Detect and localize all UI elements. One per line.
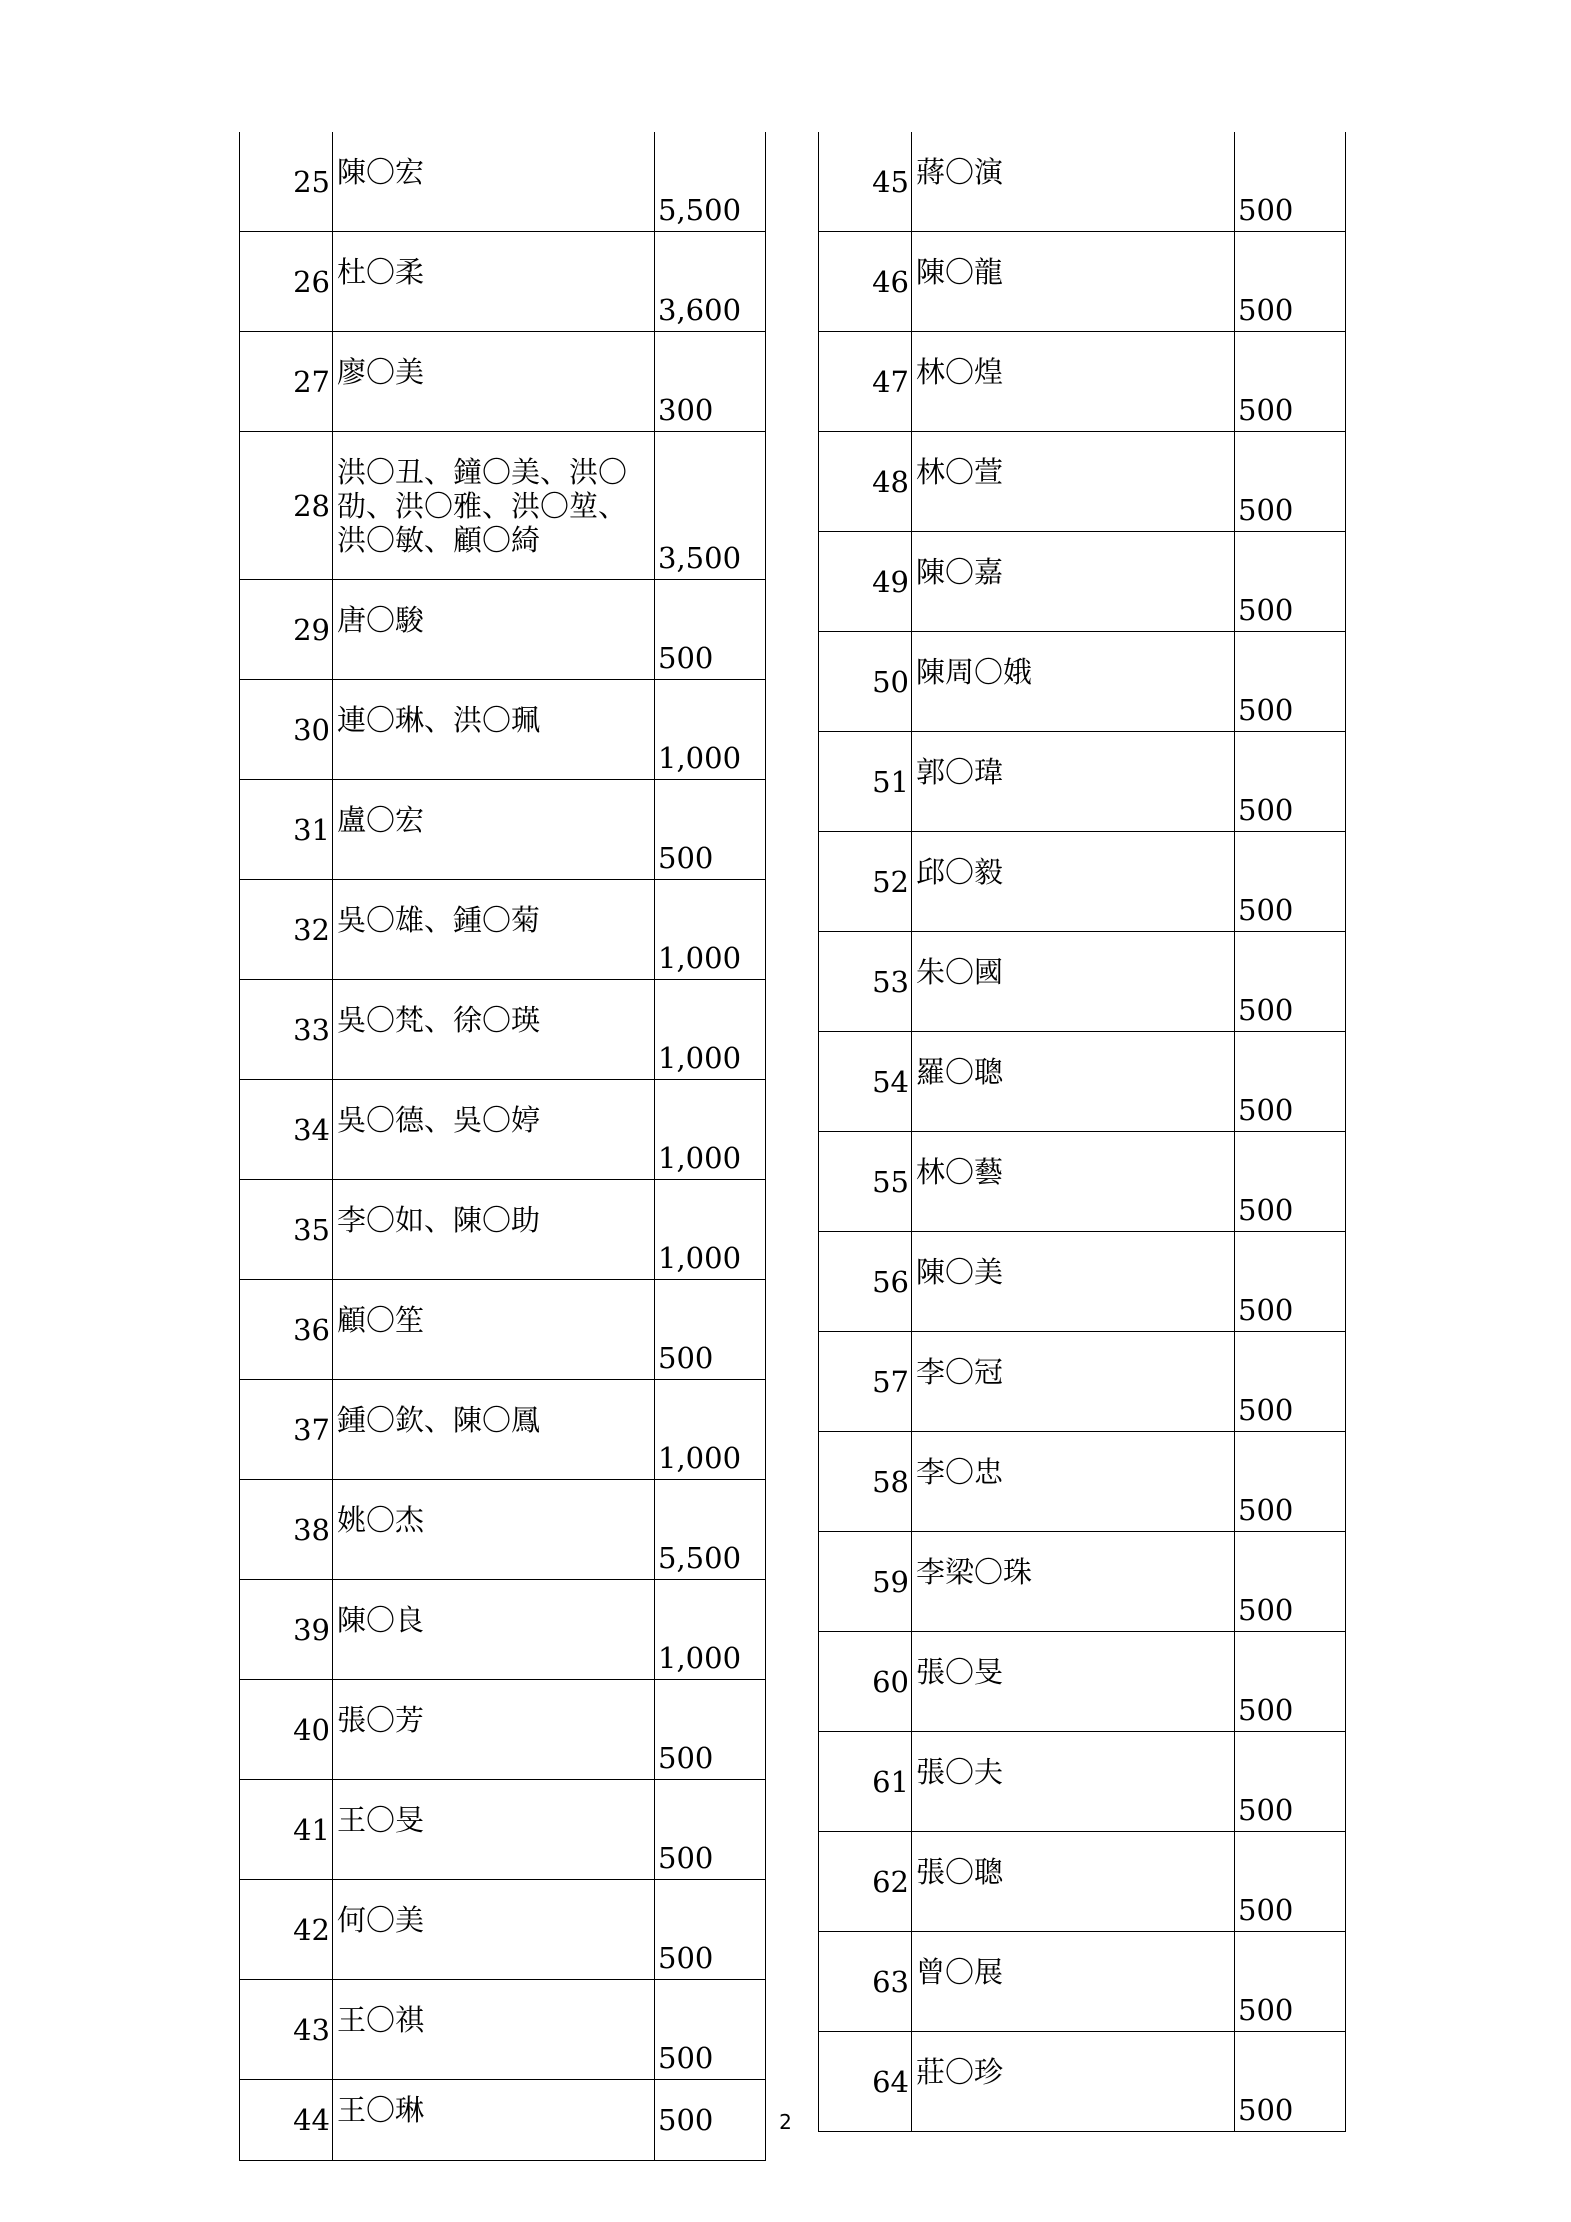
row-number: 54 [819, 1032, 912, 1132]
donor-name [333, 1180, 655, 1280]
donation-amount: 500 [1235, 932, 1346, 1032]
table-row [240, 1880, 766, 1980]
donor-name [333, 1680, 655, 1780]
donation-amount: 500 [655, 780, 766, 880]
row-number: 46 [819, 232, 912, 332]
donor-name-text: 陳〇美 [916, 1254, 1004, 1289]
donation-amount: 1,000 [655, 680, 766, 780]
donor-name [912, 332, 1235, 432]
donation-amount: 3,600 [655, 232, 766, 332]
donor-name [333, 1480, 655, 1580]
donor-name [333, 1380, 655, 1480]
donor-name [912, 1932, 1235, 2032]
table-row [819, 1032, 1346, 1132]
donor-name-text: 顧〇笙 [337, 1302, 425, 1337]
row-number: 39 [240, 1580, 333, 1680]
row-number: 64 [819, 2032, 912, 2132]
table-row [240, 780, 766, 880]
donor-name-text: 陳〇龍 [916, 254, 1004, 289]
row-number: 55 [819, 1132, 912, 1232]
table-row [240, 132, 766, 232]
donation-amount: 500 [655, 1980, 766, 2080]
donor-name [912, 1832, 1235, 1932]
donation-amount: 500 [655, 1880, 766, 1980]
donation-amount: 500 [1235, 332, 1346, 432]
table-row [819, 1832, 1346, 1932]
donor-name-text: 王〇祺 [337, 2002, 425, 2037]
donor-name-text: 李〇忠 [916, 1454, 1004, 1489]
donor-name-text: 郭〇瑋 [916, 754, 1004, 789]
donation-amount: 500 [1235, 132, 1346, 232]
table-row [819, 332, 1346, 432]
donation-amount: 500 [1235, 632, 1346, 732]
donor-name [333, 780, 655, 880]
table-row [819, 432, 1346, 532]
donor-name-text: 吳〇梵、徐〇瑛 [337, 1002, 541, 1037]
donor-name-text: 張〇旻 [916, 1654, 1004, 1689]
table-row [240, 1480, 766, 1580]
row-number: 62 [819, 1832, 912, 1932]
donation-amount: 500 [1235, 1432, 1346, 1532]
row-number: 63 [819, 1932, 912, 2032]
donation-amount: 500 [655, 1680, 766, 1780]
donor-name-text: 莊〇珍 [916, 2054, 1004, 2089]
row-number: 60 [819, 1632, 912, 1732]
donor-name-text: 李〇冠 [916, 1354, 1004, 1389]
table-row [240, 332, 766, 432]
donor-name-text: 唐〇駿 [337, 602, 425, 637]
donor-name-text: 陳〇嘉 [916, 554, 1004, 589]
donation-amount: 5,500 [655, 132, 766, 232]
row-number: 56 [819, 1232, 912, 1332]
donor-name [333, 132, 655, 232]
donor-name-text: 朱〇國 [916, 954, 1004, 989]
donor-name [333, 1880, 655, 1980]
row-number: 30 [240, 680, 333, 780]
donor-name-text: 李〇如、陳〇助 [337, 1202, 541, 1237]
row-number: 27 [240, 332, 333, 432]
table-row [819, 1532, 1346, 1632]
row-number: 58 [819, 1432, 912, 1532]
donation-amount: 3,500 [655, 432, 766, 580]
table-row [240, 1280, 766, 1380]
donor-name [912, 432, 1235, 532]
donor-name [912, 532, 1235, 632]
row-number: 51 [819, 732, 912, 832]
table-row [240, 1980, 766, 2080]
donor-name-text: 盧〇宏 [337, 802, 425, 837]
donation-amount: 1,000 [655, 880, 766, 980]
page-number: 2 [779, 2110, 792, 2134]
table-row [819, 1932, 1346, 2032]
donation-amount: 500 [655, 1280, 766, 1380]
donor-name [912, 232, 1235, 332]
donation-amount: 500 [1235, 732, 1346, 832]
donor-name-text: 蔣〇演 [916, 154, 1004, 189]
row-number: 31 [240, 780, 333, 880]
table-row [819, 532, 1346, 632]
donor-table-right [818, 132, 1346, 2132]
donor-name-text: 吳〇雄、鍾〇菊 [337, 902, 541, 937]
table-row [819, 1432, 1346, 1532]
donation-amount: 500 [1235, 1132, 1346, 1232]
row-number: 33 [240, 980, 333, 1080]
donor-name-text: 邱〇毅 [916, 854, 1004, 889]
donor-name-text: 曾〇展 [916, 1954, 1004, 1989]
donor-name-text: 張〇芳 [337, 1702, 425, 1737]
table-row [240, 1380, 766, 1480]
row-number: 45 [819, 132, 912, 232]
table-row [819, 132, 1346, 232]
donor-name-text: 林〇藝 [916, 1154, 1004, 1189]
donor-name [912, 732, 1235, 832]
donation-amount: 500 [1235, 2032, 1346, 2132]
table-row [240, 232, 766, 332]
row-number: 34 [240, 1080, 333, 1180]
row-number: 28 [240, 432, 333, 580]
donor-name [912, 1632, 1235, 1732]
donor-name [912, 1432, 1235, 1532]
row-number: 40 [240, 1680, 333, 1780]
donation-amount: 500 [1235, 832, 1346, 932]
donor-name-text: 王〇琳 [337, 2093, 425, 2127]
donation-amount: 1,000 [655, 1580, 766, 1680]
donation-amount: 500 [655, 580, 766, 680]
donor-name [333, 232, 655, 332]
donor-name [333, 880, 655, 980]
row-number: 57 [819, 1332, 912, 1432]
row-number: 42 [240, 1880, 333, 1980]
donor-name-text: 李梁〇珠 [916, 1554, 1033, 1589]
row-number: 41 [240, 1780, 333, 1880]
row-number: 61 [819, 1732, 912, 1832]
donor-name [912, 1732, 1235, 1832]
row-number: 49 [819, 532, 912, 632]
donor-name-text: 何〇美 [337, 1902, 425, 1937]
row-number: 38 [240, 1480, 333, 1580]
row-number: 53 [819, 932, 912, 1032]
donor-name [912, 132, 1235, 232]
donation-amount: 500 [1235, 1632, 1346, 1732]
donor-name-text: 陳〇良 [337, 1602, 425, 1637]
donation-amount: 500 [1235, 1932, 1346, 2032]
donor-name [333, 1280, 655, 1380]
donor-name [333, 432, 655, 580]
donor-table-left [239, 132, 766, 2161]
donor-name [912, 632, 1235, 732]
row-number: 32 [240, 880, 333, 980]
table-row [819, 732, 1346, 832]
row-number: 35 [240, 1180, 333, 1280]
table-row [240, 432, 766, 580]
donor-name [333, 580, 655, 680]
row-number: 25 [240, 132, 333, 232]
table-row [240, 1080, 766, 1180]
donor-name-text: 吳〇德、吳〇婷 [337, 1102, 541, 1137]
donation-amount: 1,000 [655, 1180, 766, 1280]
row-number: 37 [240, 1380, 333, 1480]
donor-name [912, 832, 1235, 932]
donor-name-text: 姚〇杰 [337, 1502, 425, 1537]
donor-name-text: 張〇聰 [916, 1854, 1004, 1889]
donor-name [333, 1980, 655, 2080]
donor-name [333, 980, 655, 1080]
table-row [240, 580, 766, 680]
table-row [240, 1180, 766, 1280]
donor-name [333, 680, 655, 780]
donor-name-text: 洪〇丑、鐘〇美、洪〇劭、洪〇雅、洪〇堃、洪〇敏、顧〇綺 [337, 454, 628, 557]
donation-amount: 500 [655, 2080, 766, 2161]
donation-amount: 1,000 [655, 1380, 766, 1480]
table-row [819, 832, 1346, 932]
donor-name-text: 鍾〇欽、陳〇鳳 [337, 1402, 541, 1437]
donation-amount: 300 [655, 332, 766, 432]
row-number: 36 [240, 1280, 333, 1380]
table-row [240, 1780, 766, 1880]
donor-name [912, 1332, 1235, 1432]
table-row [819, 1232, 1346, 1332]
donor-name [912, 1032, 1235, 1132]
donor-name-text: 陳周〇娥 [916, 654, 1033, 689]
donor-name [912, 1232, 1235, 1332]
table-row [819, 1132, 1346, 1232]
donation-amount: 500 [1235, 1032, 1346, 1132]
donor-name-text: 王〇旻 [337, 1802, 425, 1837]
row-number: 29 [240, 580, 333, 680]
donor-name [333, 332, 655, 432]
row-number: 26 [240, 232, 333, 332]
donation-amount: 500 [1235, 232, 1346, 332]
row-number: 48 [819, 432, 912, 532]
table-row [240, 680, 766, 780]
row-number: 47 [819, 332, 912, 432]
table-row [240, 880, 766, 980]
row-number: 50 [819, 632, 912, 732]
donation-amount: 500 [1235, 1232, 1346, 1332]
table-row [819, 1732, 1346, 1832]
donation-amount: 500 [1235, 532, 1346, 632]
donor-name [333, 1780, 655, 1880]
donor-name [912, 1132, 1235, 1232]
donation-amount: 500 [655, 1780, 766, 1880]
table-row [240, 1580, 766, 1680]
donor-name-text: 林〇煌 [916, 354, 1004, 389]
table-row [240, 1680, 766, 1780]
donor-name [333, 1080, 655, 1180]
donor-name [912, 1532, 1235, 1632]
donation-amount: 5,500 [655, 1480, 766, 1580]
donation-amount: 1,000 [655, 1080, 766, 1180]
donor-name-text: 張〇夫 [916, 1754, 1004, 1789]
donor-name-text: 廖〇美 [337, 354, 425, 389]
donor-name-text: 杜〇柔 [337, 254, 425, 289]
donation-amount: 500 [1235, 1532, 1346, 1632]
donor-name-text: 羅〇聰 [916, 1054, 1004, 1089]
donation-amount: 500 [1235, 432, 1346, 532]
donation-amount: 500 [1235, 1332, 1346, 1432]
donor-name [912, 932, 1235, 1032]
row-number: 44 [240, 2080, 333, 2161]
donor-name [333, 1580, 655, 1680]
row-number: 43 [240, 1980, 333, 2080]
donor-name-text: 陳〇宏 [337, 154, 425, 189]
donor-name-text: 連〇琳、洪〇珮 [337, 702, 541, 737]
donor-name-text: 林〇萱 [916, 454, 1004, 489]
table-row [240, 980, 766, 1080]
row-number: 52 [819, 832, 912, 932]
donation-amount: 500 [1235, 1732, 1346, 1832]
table-row [819, 632, 1346, 732]
table-row [819, 232, 1346, 332]
donation-amount: 1,000 [655, 980, 766, 1080]
table-row [819, 1332, 1346, 1432]
donation-amount: 500 [1235, 1832, 1346, 1932]
table-row [819, 932, 1346, 1032]
row-number: 59 [819, 1532, 912, 1632]
table-row [819, 1632, 1346, 1732]
